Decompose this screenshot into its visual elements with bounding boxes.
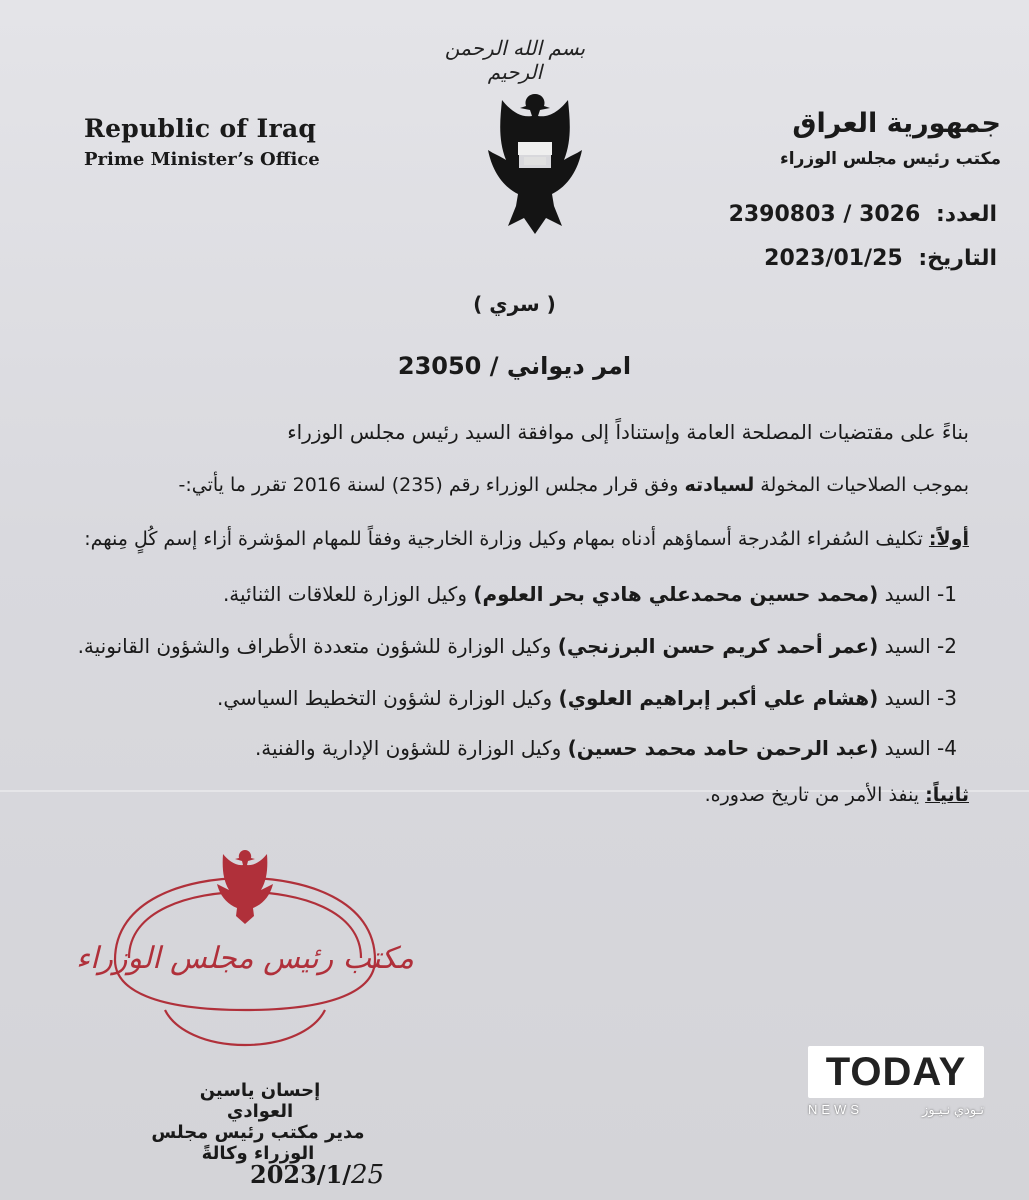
clause-second-label: ثانياً:: [925, 784, 969, 806]
watermark-sub-ar: تـودي نـيـوز: [922, 1102, 984, 1117]
english-subtitle: Prime Minister’s Office: [84, 149, 320, 170]
clause-first-label: أولاً:: [928, 528, 969, 550]
signatory-role: مدير مكتب رئيس مجلس الوزراء وكالةً: [151, 1122, 365, 1164]
stamp-text: مكتب رئيس مجلس الوزراء: [76, 941, 414, 976]
iraq-eagle-emblem-icon: [480, 90, 590, 240]
order-title: امر ديواني / 23050: [397, 352, 632, 380]
watermark-subtitle: [808, 1102, 984, 1118]
classification-label: ( سري ): [473, 292, 556, 316]
clause-first-text: تكليف السُفراء المُدرجة أسماؤهم أدناه بمهام وكيل وزارة الخارجية وفقاً للمهام المؤشرة أزاء إسم كُلٍ مِنهم:: [84, 528, 929, 550]
reference-date-value: 2023/01/25: [764, 246, 903, 271]
signature-date-handwritten: 25: [351, 1160, 385, 1190]
clause-first: [84, 528, 969, 550]
reference-number-label: العدد:: [935, 202, 997, 227]
reference-number: [729, 202, 997, 227]
list-item: 3- السيد (هشام علي أكبر إبراهيم العلوي) وكيل الوزارة لشؤون التخطيط السياسي.: [217, 686, 957, 710]
body-line-2: بموجب الصلاحيات المخولة لسيادته وفق قرار مجلس الوزراء رقم (235) لسنة 2016 تقرر ما يأتي:-: [178, 474, 969, 496]
reference-number-value: 2390803 / 3026: [728, 202, 921, 227]
basmala: بسم الله الرحمن الرحيم: [444, 36, 586, 84]
watermark-logo: [808, 1046, 984, 1098]
arabic-header: [780, 108, 1001, 169]
clause-second: [705, 784, 969, 806]
signature-date: [250, 1160, 384, 1190]
reference-date-label: التاريخ:: [918, 246, 997, 271]
office-stamp: [76, 840, 414, 1050]
list-item: 2- السيد (عمر أحمد كريم حسن البرزنجي) وكيل الوزارة للشؤون متعددة الأطراف والشؤون القانونية.: [77, 634, 957, 658]
signature-date-printed: 2023/1/: [250, 1160, 352, 1189]
signatory-name: إحسان ياسين العوادي: [199, 1080, 321, 1122]
arabic-title: جمهورية العراق: [792, 108, 1001, 139]
english-header: [84, 114, 320, 170]
reference-date: [764, 246, 997, 271]
list-item: 1- السيد (محمد حسين محمدعلي هادي بحر العلوم) وكيل الوزارة للعلاقات الثنائية.: [222, 582, 957, 606]
watermark-sub-en: NEWS: [808, 1102, 863, 1117]
emphasis-his-excellency: لسيادته: [684, 474, 755, 496]
body-line-1: بناءً على مقتضيات المصلحة العامة وإستناداً إلى موافقة السيد رئيس مجلس الوزراء: [287, 420, 969, 444]
english-title: Republic of Iraq: [84, 114, 317, 143]
list-item: 4- السيد (عبد الرحمن حامد محمد حسين) وكيل الوزارة للشؤون الإدارية والفنية.: [254, 736, 957, 760]
clause-second-text: ينفذ الأمر من تاريخ صدوره.: [704, 784, 926, 806]
arabic-subtitle: مكتب رئيس مجلس الوزراء: [780, 149, 1001, 169]
watermark-brand: TODAY: [825, 1050, 967, 1094]
